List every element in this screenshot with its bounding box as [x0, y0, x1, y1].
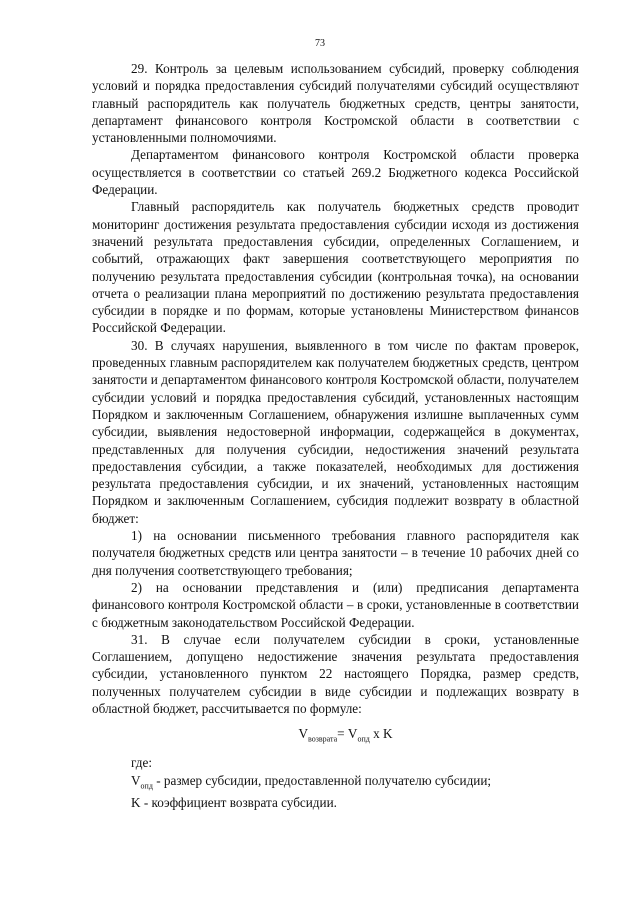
formula-v-opd-subscript: опд	[357, 734, 370, 744]
paragraph-30-item-1: 1) на основании письменного требования главного распорядителя как получателя бюджетных средств или центра занятости – в течение 10 рабочих дней со дня получения соответствующего требования;	[92, 528, 579, 578]
paragraph-29-monitoring: Главный распорядитель как получатель бюджетных средств проводит мониторинг достижения результата предоставления субсидии исходя из достижения значений результата предоставления субсидии, определенных Соглашением, и событий, отражающих факт завершения соответствующего мероприятия по получению результата предоставления субсидии (контрольная точка), на основании отчета о реализации плана мероприятий по достижению результата предоставления субсидии в порядке и по формам, которые установлены Министерством финансов Российской Федерации.	[92, 199, 579, 336]
definition-symbol: V	[131, 772, 141, 788]
formula-rest: x K	[369, 726, 393, 742]
page-number: 73	[315, 38, 325, 49]
definition-subscript: опд	[140, 781, 153, 791]
formula-equals: =	[337, 726, 348, 742]
definition-v-opd	[92, 772, 579, 795]
formula-v-opd: V	[347, 726, 358, 742]
definition-text: - размер субсидии, предоставленной получателю субсидии;	[152, 772, 492, 788]
paragraph-30: 30. В случаях нарушения, выявленного в том числе по фактам проверок, проведенных главным распорядителем как получателем бюджетных средств, центром занятости и департаментом финансового контроля Костромской области, получателем субсидии условий и порядка предоставления субсидий, установленных настоящим Порядком и заключенным Соглашением, обнаружения излишне выплаченных сумм субсидии, выявления недостоверной информации, содержащейся в документах, представленных для получения субсидии, недостижения значений результата предоставления субсидии, а также показателей, необходимых для достижения результата предоставления субсидии, и их значений, установленных настоящим Порядком и заключенным Соглашением, субсидия подлежит возврату в областной бюджет:	[92, 337, 579, 526]
where-label: где:	[131, 755, 152, 771]
formula-lhs: V	[298, 726, 309, 742]
formula-lhs-subscript: возврата	[308, 734, 338, 744]
paragraph-30-item-2: 2) на основании представления и (или) предписания департамента финансового контроля Костромской области – в сроки, установленные в соответствии с бюджетным законодательством Российской Федерации.	[92, 579, 579, 630]
paragraph-31: 31. В случае если получателем субсидии в сроки, установленные Соглашением, допущено недостижение значения результата предоставления субсидии, установленного пунктом 22 настоящего Порядка, размер средств, полученных получателем субсидии в виде субсидии и подлежащих возврату в областной бюджет, рассчитывается по формуле:	[92, 631, 579, 716]
definition-text: - коэффициент возврата субсидии.	[140, 795, 337, 811]
paragraph-29: 29. Контроль за целевым использованием субсидий, проверку соблюдения условий и порядка предоставления субсидий получателями субсидий осуществляют главный распорядитель как получатель бюджетных средств, центры занятости, департамент финансового контроля Костромской области в соответствии с установленными полномочиями.	[92, 61, 579, 146]
definition-symbol: K	[131, 795, 141, 811]
definition-k	[92, 794, 579, 811]
refund-formula	[92, 725, 579, 748]
document-body	[92, 60, 579, 812]
paragraph-29-financial-control: Департаментом финансового контроля Костромской области проверка осуществляется в соответствии со статьей 269.2 Бюджетного кодекса Российской Федерации.	[92, 147, 579, 198]
